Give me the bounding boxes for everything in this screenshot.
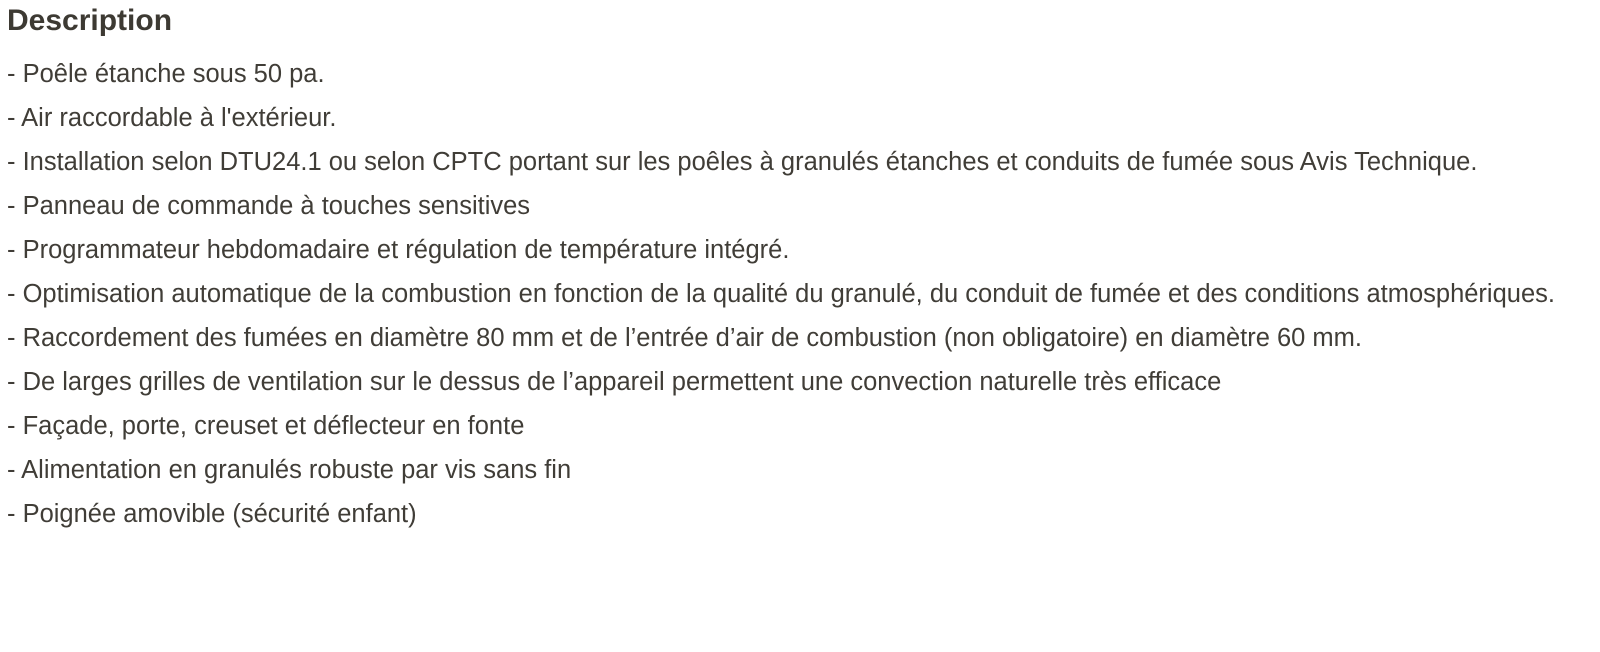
description-item: - Alimentation en granulés robuste par vis sans fin bbox=[7, 456, 572, 484]
description-item: - Poêle étanche sous 50 pa. bbox=[7, 60, 325, 88]
description-item: - De larges grilles de ventilation sur le dessus de l’appareil permettent une convection naturelle très efficace bbox=[7, 368, 1222, 396]
description-item: - Façade, porte, creuset et déflecteur en fonte bbox=[7, 412, 525, 440]
description-item: - Programmateur hebdomadaire et régulation de température intégré. bbox=[7, 236, 790, 264]
description-item: - Air raccordable à l'extérieur. bbox=[7, 104, 337, 132]
description-item: - Raccordement des fumées en diamètre 80 mm et de l’entrée d’air de combustion (non obligatoire) en diamètre 60 mm. bbox=[7, 324, 1362, 352]
description-item: - Panneau de commande à touches sensitives bbox=[7, 192, 531, 220]
description-section bbox=[7, 0, 1587, 536]
description-item: - Installation selon DTU24.1 ou selon CPTC portant sur les poêles à granulés étanches et conduits de fumée sous Avis Technique. bbox=[7, 148, 1478, 176]
description-item: - Optimisation automatique de la combustion en fonction de la qualité du granulé, du conduit de fumée et des conditions atmosphériques. bbox=[7, 280, 1555, 308]
description-item: - Poignée amovible (sécurité enfant) bbox=[7, 500, 417, 528]
description-list bbox=[7, 52, 1587, 536]
description-title: Description bbox=[7, 4, 173, 37]
